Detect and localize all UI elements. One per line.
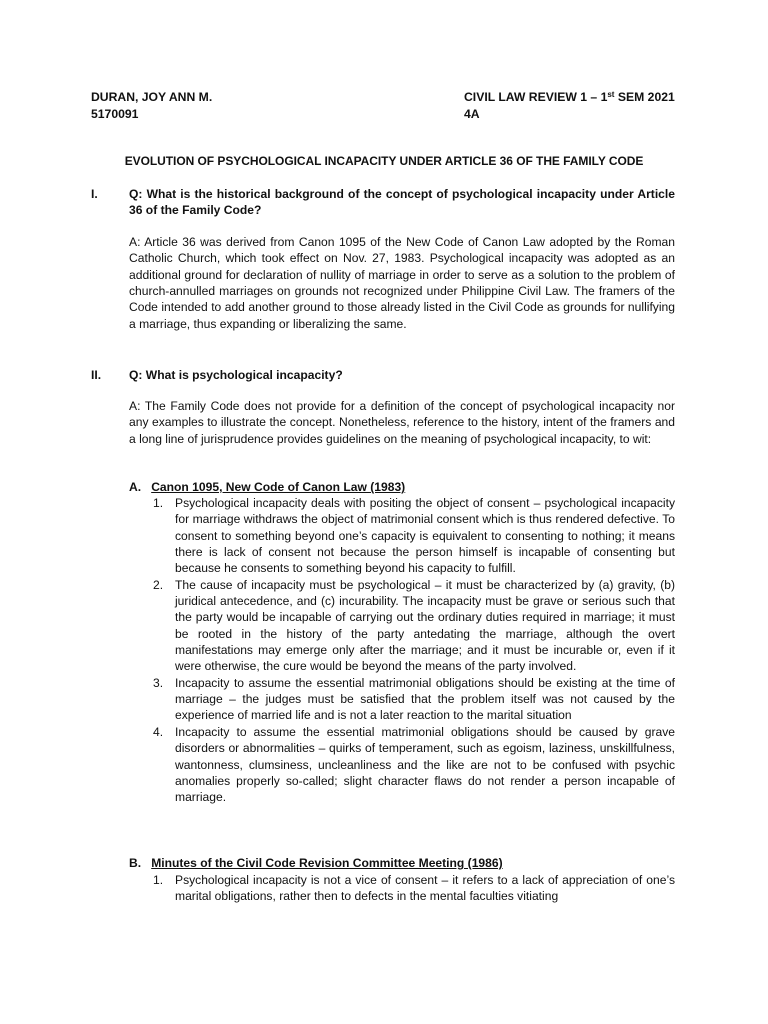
subsection-a-title: Canon 1095, New Code of Canon Law (1983) xyxy=(151,480,406,494)
section-numeral-1: I. xyxy=(91,187,98,201)
list-item-text: Incapacity to assume the essential matrimonial obligations should be existing at the time of marriage – the judges must be satisfied that the problem itself was not caused by the experience of married life and is not a later reaction to the marital situation xyxy=(175,675,675,723)
subsection-b-list xyxy=(153,872,675,905)
list-item-number: 1. xyxy=(153,496,164,510)
subsection-b-title: Minutes of the Civil Code Revision Committee Meeting (1986) xyxy=(151,856,503,870)
subsection-b-letter: B. xyxy=(129,856,142,870)
subsection-a-letter: A. xyxy=(129,480,142,494)
list-item xyxy=(153,495,675,577)
student-name: DURAN, JOY ANN M. xyxy=(91,90,213,104)
course-title-superscript: st xyxy=(607,90,615,99)
section-2-answer: A: The Family Code does not provide for a definition of the concept of psychological incapacity nor any examples to illustrate the concept. Nonetheless, reference to the history, intent of the framers and a long line of jurisprudence provides guidelines on the meaning of psychological incapacity, to wit: xyxy=(129,399,675,446)
list-item-number: 3. xyxy=(153,675,164,690)
list-item xyxy=(153,872,675,905)
student-id: 5170091 xyxy=(91,106,139,121)
subsection-a-heading xyxy=(129,479,405,495)
course-title-suffix: SEM 2021 xyxy=(614,90,675,104)
document-title: EVOLUTION OF PSYCHOLOGICAL INCAPACITY UNDER ARTICLE 36 OF THE FAMILY CODE xyxy=(124,154,644,168)
list-item xyxy=(153,577,675,675)
section-label: 4A xyxy=(464,106,480,121)
list-item-text: The cause of incapacity must be psychological – it must be characterized by (a) gravity, (b) juridical antecedence, and (c) incurability. The incapacity must be grave or serious such that the party would be incapable of carrying out the ordinary duties required in marriage; it must be rooted in the history of the party antedating the marriage, although the overt manifestations may emerge only after the marriage; and it must be incurable or, even if it were otherwise, the cure would be beyond the means of the party involved. xyxy=(175,577,675,674)
section-2-question: Q: What is psychological incapacity? xyxy=(129,368,343,382)
course-title xyxy=(464,89,675,106)
list-item-text: Psychological incapacity deals with positing the object of consent – psychological incapacity for marriage withdraws the object of matrimonial consent which is thus rendered defective. To consent to something beyond one’s capacity is equivalent to consenting to nothing; it means there is lack of consent not because the person himself is incapable of consenting but because he consents to something beyond his capacity to fulfill. xyxy=(175,496,675,576)
section-1-question: Q: What is the historical background of the concept of psychological incapacity under Article 36 of the Family Code? xyxy=(129,187,675,218)
list-item xyxy=(153,724,675,806)
list-item-number: 1. xyxy=(153,873,164,887)
course-title-prefix: CIVIL LAW REVIEW 1 – 1 xyxy=(464,90,608,104)
header-left xyxy=(91,89,212,122)
list-item-text: Incapacity to assume the essential matrimonial obligations should be caused by grave disorders or abnormalities – quirks of temperament, such as egoism, laziness, unskillfulness, wantonness, clumsiness, uncleanliness and the like are not to be confused with psychic anomalies properly so-called; slight character flaws do not render a person incapable of marriage. xyxy=(175,724,675,805)
subsection-a-list xyxy=(153,495,675,806)
header-right xyxy=(464,89,675,122)
section-1-answer: A: Article 36 was derived from Canon 1095 of the New Code of Canon Law adopted by the Roman Catholic Church, which took effect on Nov. 27, 1983. Psychological incapacity was adopted as an additional ground for declaration of nullity of marriage in order to serve as a solution to the problem of church-annulled marriages on grounds not recognized under Philippine Civil Law. The framers of the Code intended to add another ground to those already listed in the Civil Code as grounds for nullifying a marriage, thus expanding or liberalizing the same. xyxy=(129,235,675,331)
list-item-number: 2. xyxy=(153,577,164,592)
list-item-text: Psychological incapacity is not a vice of consent – it refers to a lack of appreciation of one’s marital obligations, rather then to defects in the mental faculties vitiating xyxy=(175,873,675,904)
section-numeral-2: II. xyxy=(91,368,102,382)
list-item-number: 4. xyxy=(153,724,164,739)
subsection-b-heading xyxy=(129,855,503,871)
list-item xyxy=(153,675,675,724)
